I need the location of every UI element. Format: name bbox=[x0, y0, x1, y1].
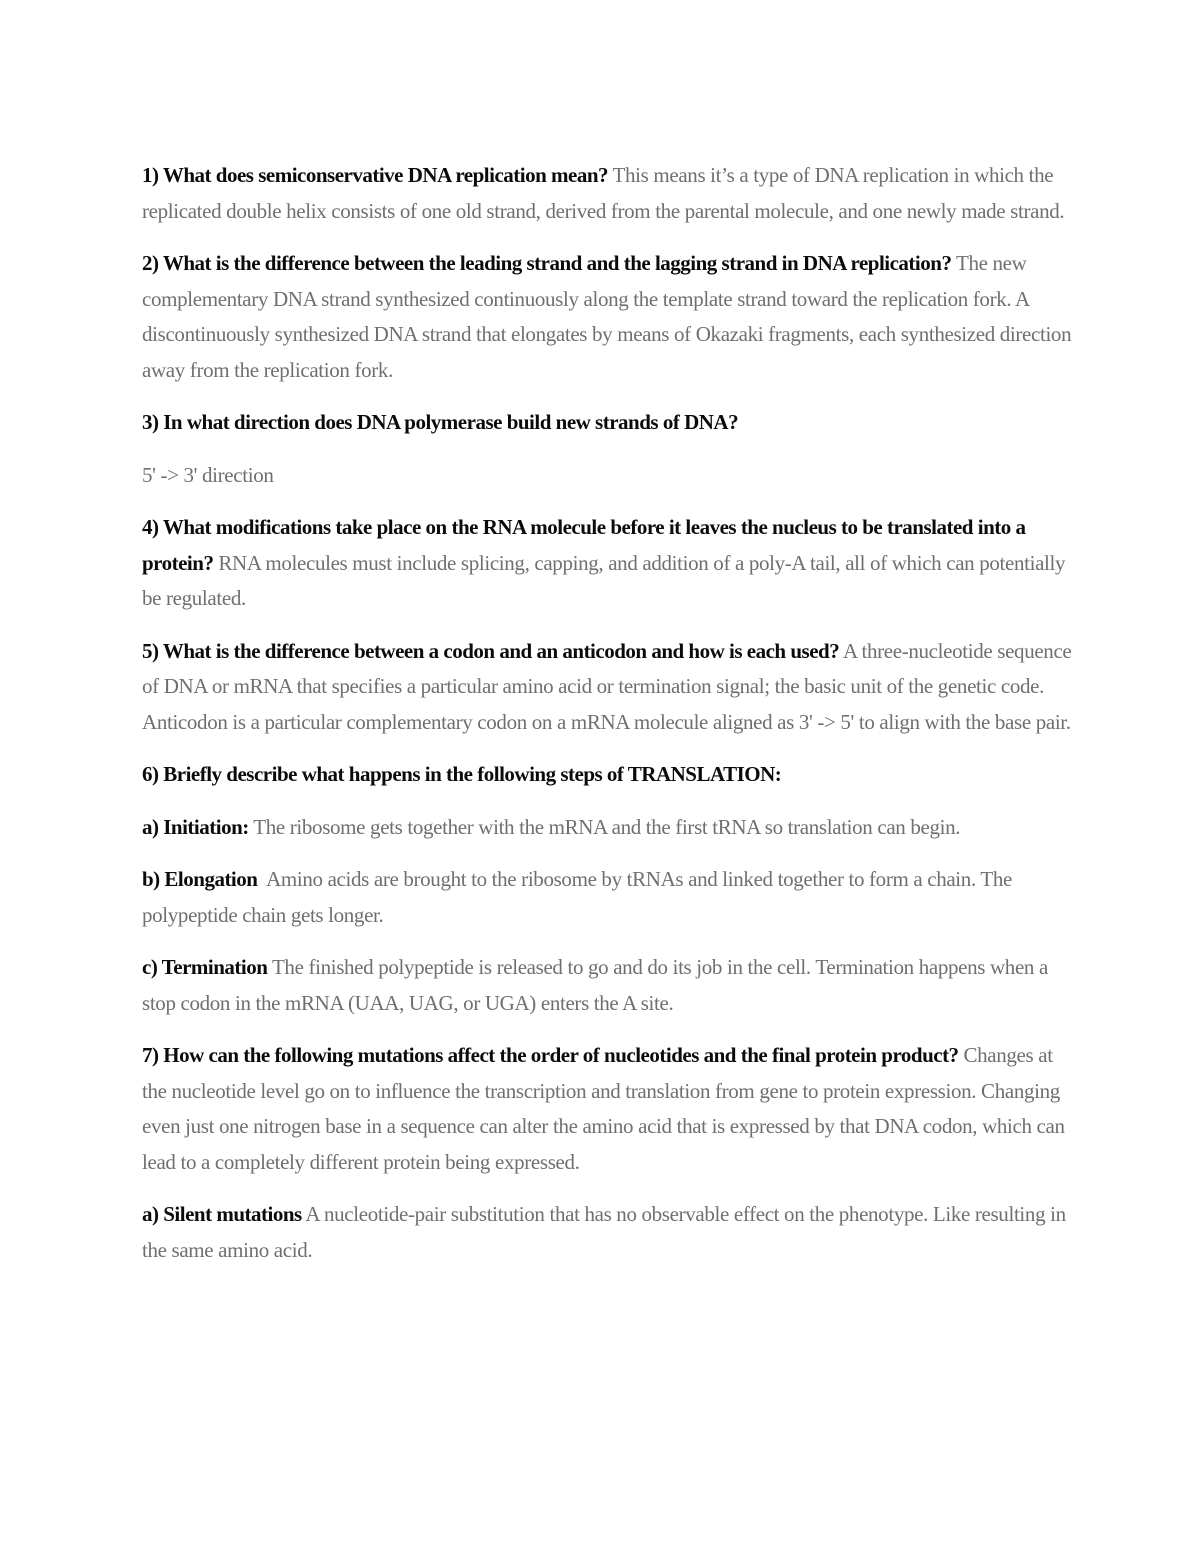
qa-item-3 bbox=[142, 405, 1072, 441]
question-text: 4) What modifications take place on the RNA molecule before it leaves the nucleus to be translated into a protein? bbox=[142, 515, 1026, 575]
question-text: a) Silent mutations bbox=[142, 1202, 302, 1226]
question-text: c) Termination bbox=[142, 955, 268, 979]
qa-item-1 bbox=[142, 158, 1072, 229]
qa-item-5 bbox=[142, 634, 1072, 741]
answer-text: 5' -> 3' direction bbox=[142, 462, 274, 487]
qa-item-2 bbox=[142, 246, 1072, 388]
answer-text: This means it’s a type of DNA replication in which the replicated double helix consists of one old strand, derived from the parental molecule, and one newly made strand. bbox=[142, 163, 1065, 223]
document-page bbox=[142, 158, 1072, 1285]
answer-text: The finished polypeptide is released to go and do its job in the cell. Termination happens when a stop codon in the mRNA (UAA, UAG, or UGA) enters the A site. bbox=[142, 955, 1048, 1015]
answer-text: Amino acids are brought to the ribosome by tRNAs and linked together to form a chain. The polypeptide chain gets longer. bbox=[142, 867, 1017, 927]
answer-text: A three-nucleotide sequence of DNA or mRNA that specifies a particular amino acid or termination signal; the basic unit of the genetic code. Anticodon is a particular complementary codon on a mRNA molecule aligned as 3' -> 5' to align with the base pair. bbox=[142, 638, 1072, 734]
answer-text: Changes at the nucleotide level go on to influence the transcription and translation from gene to protein expression. Changing even just one nitrogen base in a sequence can alter the amino acid that is expressed by that DNA codon, which can lead to a completely different protein being expressed. bbox=[142, 1043, 1065, 1174]
answer-text: The ribosome gets together with the mRNA and the first tRNA so translation can begin. bbox=[248, 814, 961, 839]
qa-item-6 bbox=[142, 757, 1072, 793]
question-text: 6) Briefly describe what happens in the following steps of TRANSLATION: bbox=[142, 762, 782, 786]
question-text: 3) In what direction does DNA polymerase build new strands of DNA? bbox=[142, 410, 739, 434]
answer-text: A nucleotide-pair substitution that has no observable effect on the phenotype. Like resulting in the same amino acid. bbox=[142, 1202, 1066, 1262]
answer-text: The new complementary DNA strand synthesized continuously along the template strand toward the replication fork. A discontinuously synthesized DNA strand that elongates by means of Okazaki fragments, each synthesized direction away from the replication fork. bbox=[142, 251, 1072, 382]
qa-item-6a bbox=[142, 810, 1072, 846]
question-text: b) Elongation bbox=[142, 867, 258, 891]
question-text: 5) What is the difference between a codon and an anticodon and how is each used? bbox=[142, 638, 840, 663]
qa-item-6c bbox=[142, 950, 1072, 1021]
qa-item-6b bbox=[142, 862, 1072, 933]
qa-item-7a bbox=[142, 1197, 1072, 1268]
question-text: 2) What is the difference between the leading strand and the lagging strand in DNA replication? bbox=[142, 251, 952, 275]
question-text: a) Initiation: bbox=[142, 814, 249, 839]
qa-item-3-answer bbox=[142, 458, 1072, 494]
qa-item-4 bbox=[142, 510, 1072, 617]
qa-item-7 bbox=[142, 1038, 1072, 1180]
answer-text: RNA molecules must include splicing, capping, and addition of a poly-A tail, all of which can potentially be regulated. bbox=[142, 550, 1066, 610]
question-text: 1) What does semiconservative DNA replication mean? bbox=[142, 163, 609, 187]
question-text: 7) How can the following mutations affect the order of nucleotides and the final protein product? bbox=[142, 1043, 959, 1067]
